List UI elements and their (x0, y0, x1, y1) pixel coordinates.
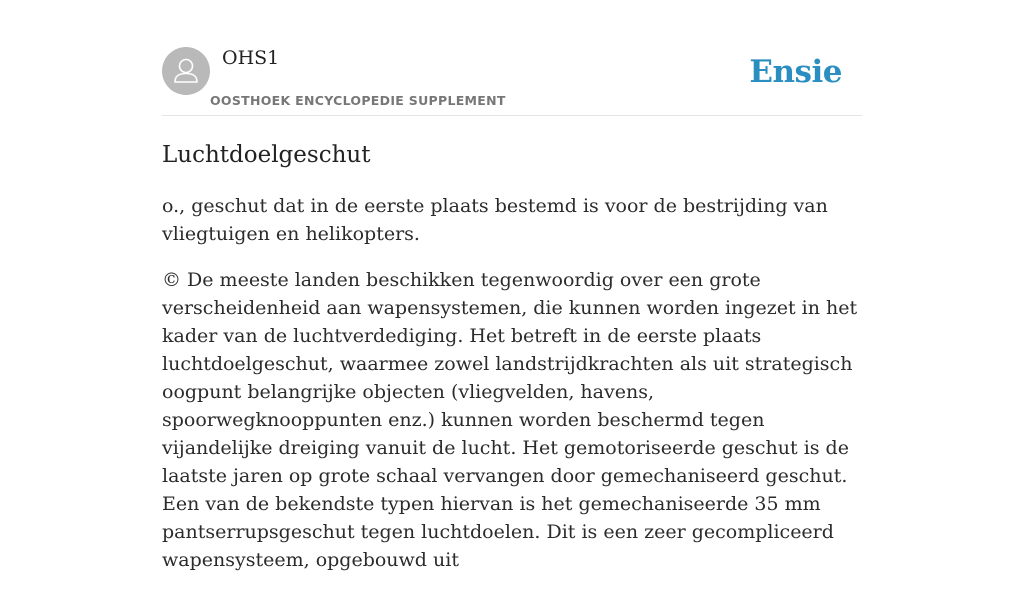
body-paragraph: © De meeste landen beschikken tegenwoordig over een grote verscheidenheid aan wapensystemen, die kunnen worden ingezet in het kader van de luchtverdediging. Het betreft in de eerste plaats luchtdoelgeschut, waarmee zowel landstrijdkrachten als uit strategisch oogpunt belangrijke objecten (vliegvelden, havens, spoorwegknooppunten enz.) kunnen worden beschermd tegen vijandelijke dreiging vanuit de lucht. Het gemotoriseerde geschut is de laatste jaren op grote schaal vervangen door gemechaniseerd geschut. Een van de bekendste typen hiervan is het gemechaniseerde 35 mm pantserrupsgeschut tegen luchtdoelen. Dit is een zeer gecompliceerd wapensysteem, opgebouwd uit (162, 269, 858, 571)
header-divider (162, 115, 862, 116)
author-name[interactable]: OHS1 (222, 47, 280, 69)
definition-paragraph: o., geschut dat in de eerste plaats bestemd is voor de bestrijding van vliegtuigen en helikopters. (162, 195, 828, 245)
article-header (162, 46, 862, 116)
avatar[interactable] (162, 47, 210, 95)
article-title: Luchtdoelgeschut (162, 142, 371, 168)
source-label[interactable]: OOSTHOEK ENCYCLOPEDIE SUPPLEMENT (210, 93, 506, 108)
ensie-logo[interactable]: Ensie (749, 54, 842, 90)
user-icon (162, 47, 210, 95)
article-body (162, 192, 872, 592)
